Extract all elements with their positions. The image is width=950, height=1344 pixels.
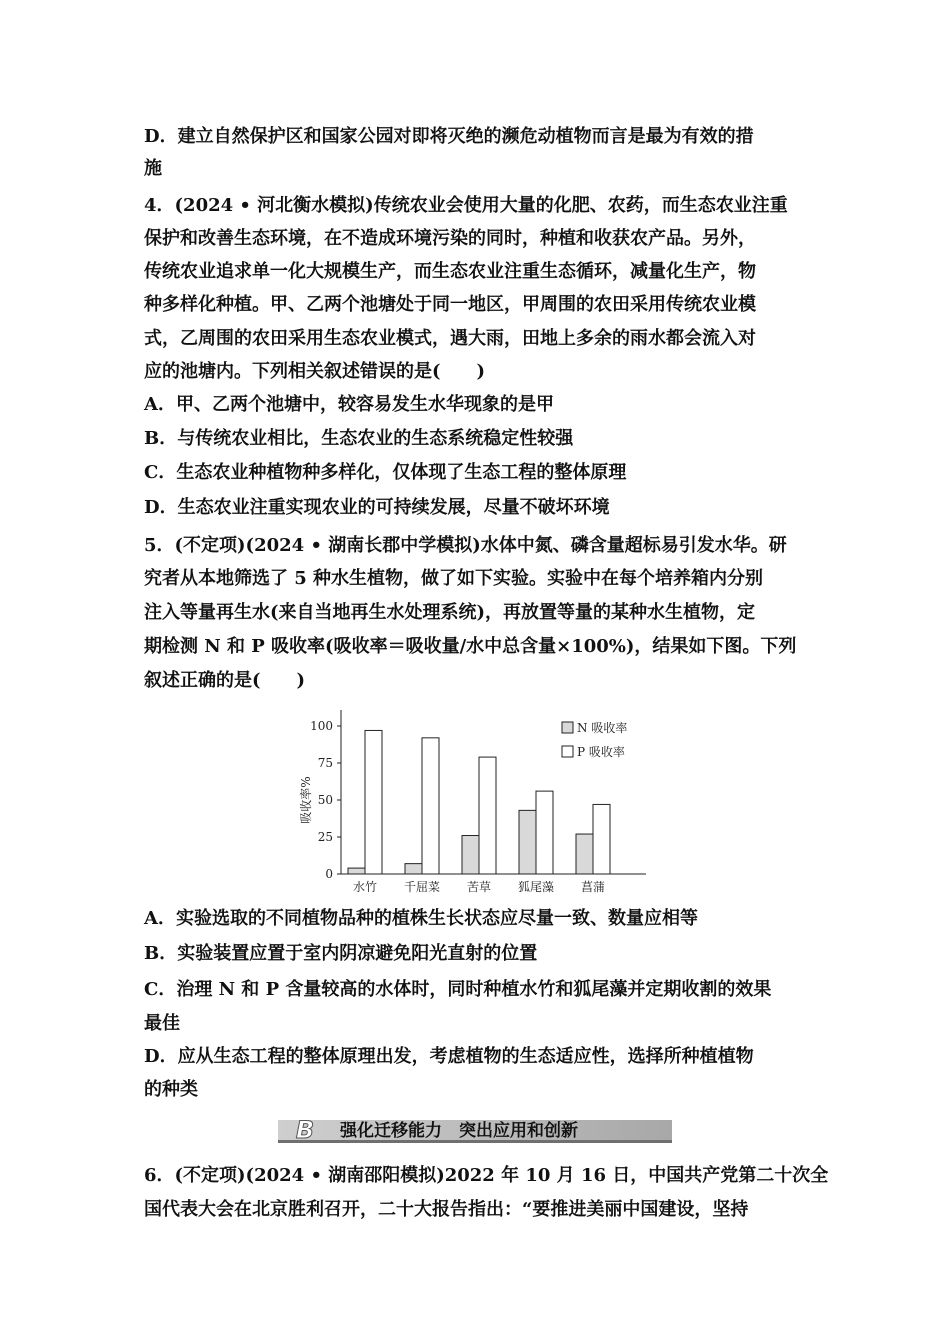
legend-label: P 吸收率 bbox=[577, 745, 625, 759]
y-tick-label: 100 bbox=[310, 719, 333, 733]
text-line: 的种类 bbox=[144, 1079, 198, 1100]
banner-text: 强化迁移能力 突出应用和创新 bbox=[340, 1121, 578, 1141]
bar-p bbox=[536, 791, 553, 874]
banner-letter-icon: B bbox=[295, 1116, 315, 1144]
text-line: C．生态农业种植物种多样化，仅体现了生态工程的整体原理 bbox=[144, 462, 627, 483]
text-line: 期检测 N 和 P 吸收率(吸收率＝吸收量/水中总含量×100%)，结果如下图。下列 bbox=[144, 636, 797, 657]
y-tick-label: 75 bbox=[317, 756, 333, 770]
bar-p bbox=[593, 804, 610, 874]
x-tick-label: 狐尾藻 bbox=[517, 880, 555, 894]
bar-n bbox=[519, 810, 536, 874]
text-line: 究者从本地筛选了 5 种水生植物，做了如下实验。实验中在每个培养箱内分别 bbox=[144, 568, 764, 589]
text-line: 应的池塘内。下列相关叙述错误的是( ) bbox=[144, 361, 486, 382]
bar-n bbox=[576, 834, 593, 874]
text-line: 传统农业追求单一化大规模生产，而生态农业注重生态循环，减量化生产，物 bbox=[144, 261, 756, 282]
text-line: 保护和改善生态环境，在不造成环境污染的同时，种植和收获农产品。另外， bbox=[144, 228, 756, 249]
bar-p bbox=[479, 757, 496, 874]
y-tick-label: 0 bbox=[325, 867, 333, 881]
text-line: D．生态农业注重实现农业的可持续发展，尽量不破坏环境 bbox=[144, 497, 610, 518]
x-tick-label: 千屈菜 bbox=[403, 880, 441, 894]
bar-n bbox=[462, 836, 479, 874]
text-line: 施 bbox=[144, 158, 162, 179]
text-line: 6．(不定项)(2024 • 湖南邵阳模拟)2022 年 10 月 16 日，中国共产党第二十次全 bbox=[144, 1165, 829, 1186]
text-line: 叙述正确的是( ) bbox=[144, 670, 306, 691]
text-line: 4．(2024 • 河北衡水模拟)传统农业会使用大量的化肥、农药，而生态农业注重 bbox=[144, 195, 788, 216]
y-axis-label: 吸收率% bbox=[299, 776, 313, 824]
text-line: 式，乙周围的农田采用生态农业模式，遇大雨，田地上多余的雨水都会流入对 bbox=[144, 328, 756, 349]
bar-n bbox=[348, 868, 365, 874]
text-line: A．甲、乙两个池塘中，较容易发生水华现象的是甲 bbox=[144, 394, 554, 415]
text-line: B．与传统农业相比，生态农业的生态系统稳定性较强 bbox=[144, 428, 574, 449]
y-tick-label: 50 bbox=[317, 793, 333, 807]
bar-p bbox=[422, 738, 439, 874]
x-tick-label: 苦草 bbox=[466, 880, 492, 894]
x-tick-label: 菖蒲 bbox=[580, 880, 606, 894]
text-line: 最佳 bbox=[144, 1013, 180, 1034]
text-line: A．实验选取的不同植物品种的植株生长状态应尽量一致、数量应相等 bbox=[144, 908, 698, 929]
text-line: D．建立自然保护区和国家公园对即将灭绝的濒危动植物而言是最为有效的措 bbox=[144, 126, 754, 147]
legend-swatch bbox=[562, 746, 573, 757]
legend-label: N 吸收率 bbox=[577, 721, 628, 735]
bar-n bbox=[405, 864, 422, 874]
text-line: 注入等量再生水(来自当地再生水处理系统)，再放置等量的某种水生植物，定 bbox=[144, 602, 756, 623]
text-line: D．应从生态工程的整体原理出发，考虑植物的生态适应性，选择所种植植物 bbox=[144, 1046, 754, 1067]
text-line: C．治理 N 和 P 含量较高的水体时，同时种植水竹和狐尾藻并定期收割的效果 bbox=[144, 979, 772, 1000]
legend-swatch bbox=[562, 722, 573, 733]
x-tick-label: 水竹 bbox=[352, 880, 378, 894]
text-line: 国代表大会在北京胜利召开，二十大报告指出：“要推进美丽中国建设，坚持 bbox=[144, 1199, 749, 1220]
absorption-bar-chart bbox=[296, 706, 656, 898]
section-banner bbox=[278, 1116, 672, 1144]
bar-p bbox=[365, 730, 382, 874]
text-line: 种多样化种植。甲、乙两个池塘处于同一地区，甲周围的农田采用传统农业模 bbox=[144, 294, 756, 315]
text-line: B．实验装置应置于室内阴凉避免阳光直射的位置 bbox=[144, 943, 538, 964]
y-tick-label: 25 bbox=[317, 830, 333, 844]
text-line: 5．(不定项)(2024 • 湖南长郡中学模拟)水体中氮、磷含量超标易引发水华。研 bbox=[144, 535, 787, 556]
